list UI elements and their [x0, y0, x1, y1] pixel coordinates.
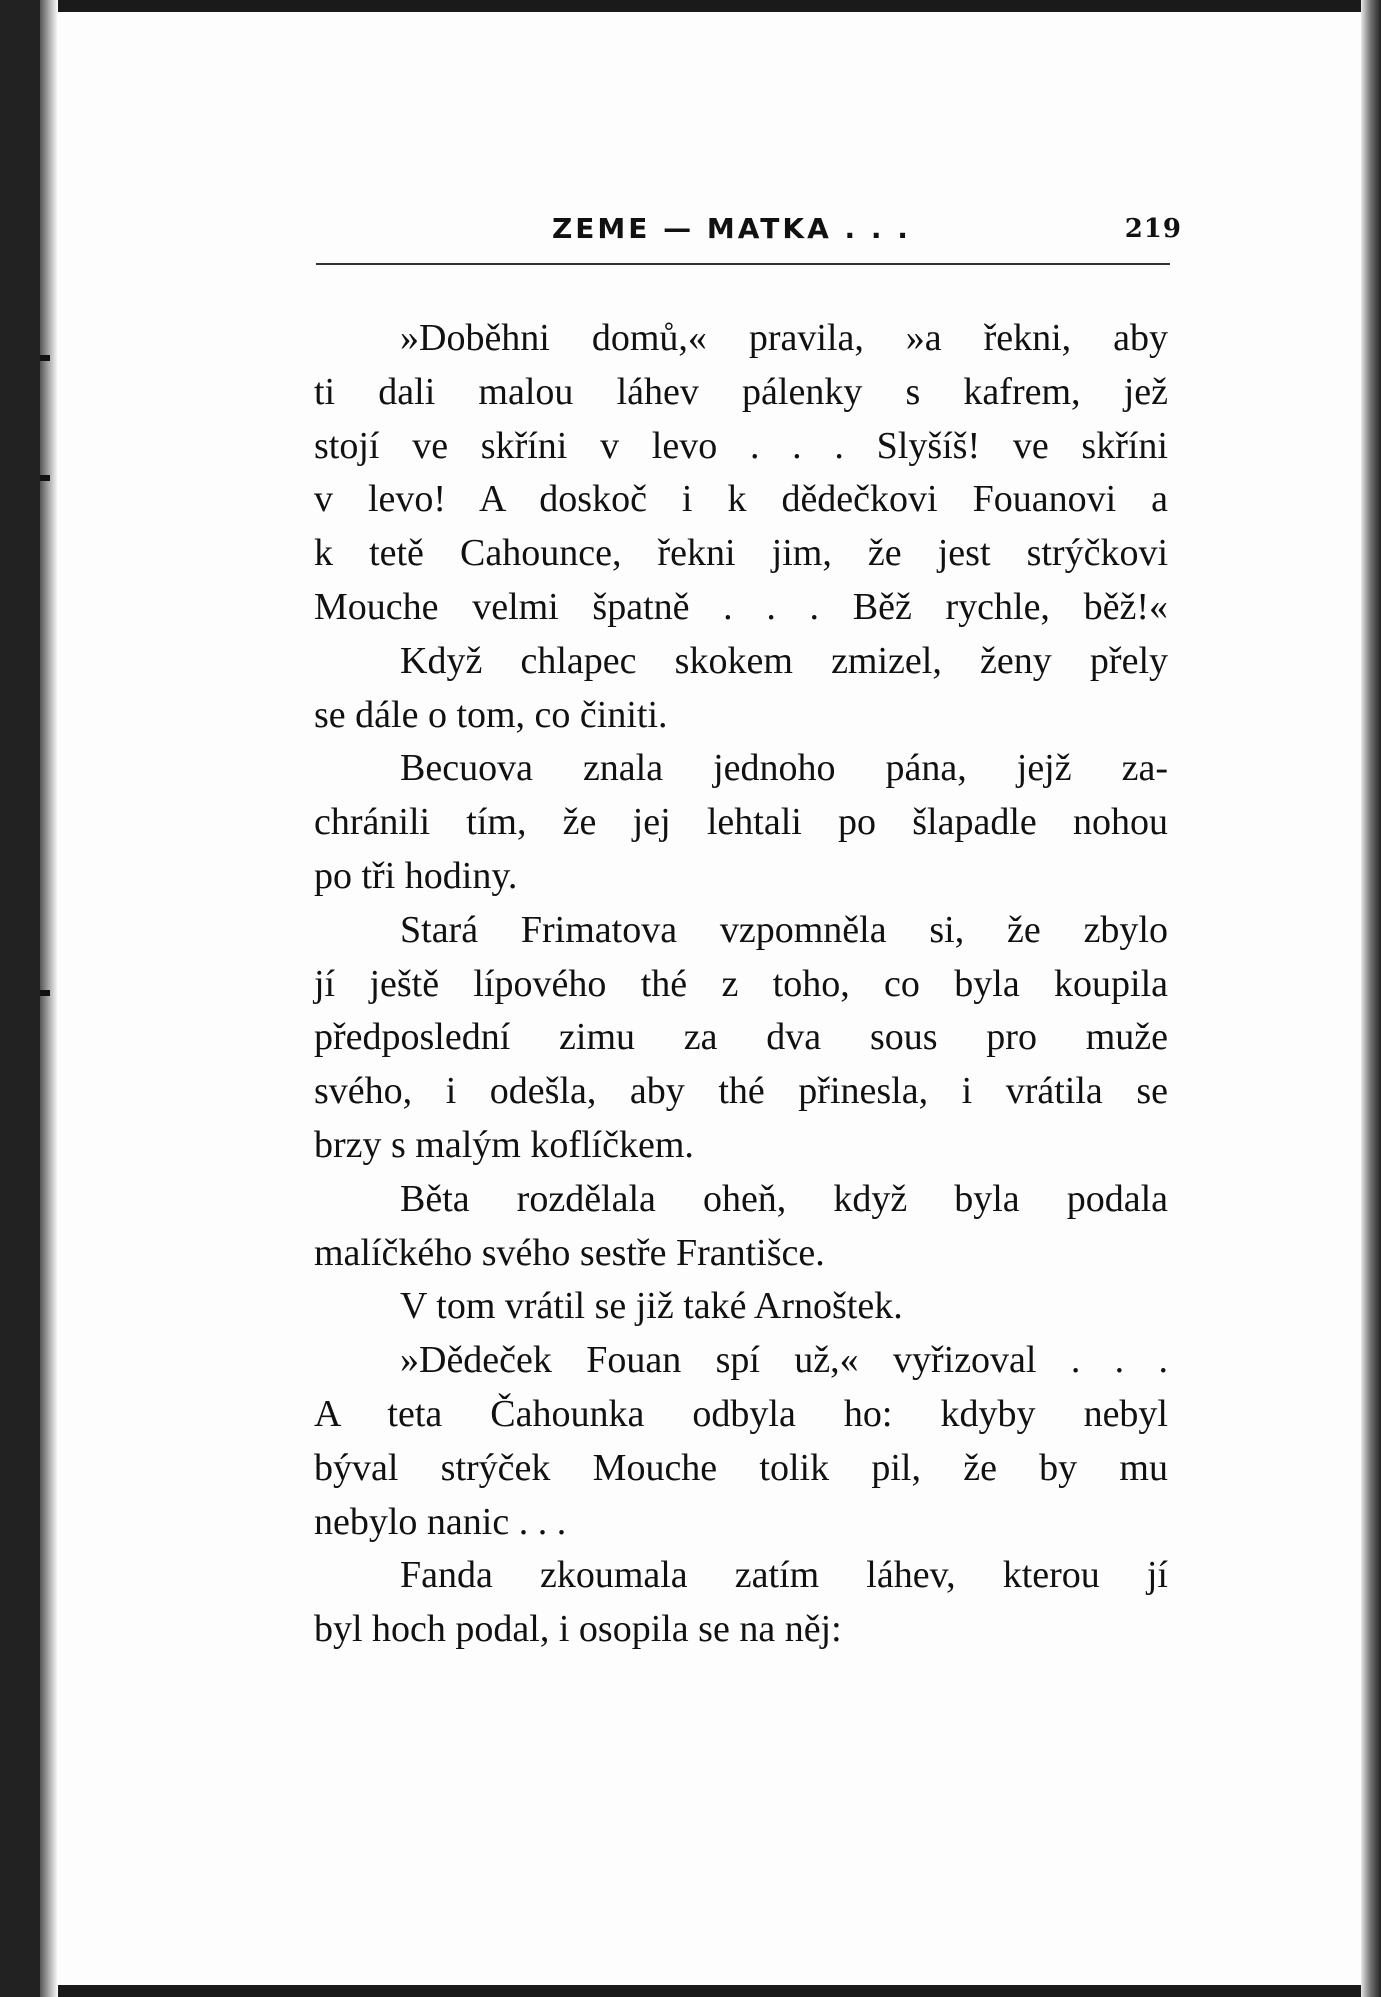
- running-head: [316, 206, 1186, 256]
- spine-mark: [40, 475, 50, 481]
- spine-mark: [40, 990, 50, 996]
- text-line: předposlední zimu za dva sous pro muže: [314, 1016, 1168, 1059]
- header-rule: [316, 263, 1170, 265]
- running-title: ZEME — MATKA . . .: [552, 212, 911, 245]
- text-line: jí ještě lípového thé z toho, co byla koupila: [314, 962, 1168, 1005]
- text-line: »Dědeček Fouan spí už,« vyřizoval . . .: [400, 1339, 1168, 1382]
- scan-border-left: [0, 0, 40, 1997]
- page-gutter-shadow: [40, 0, 58, 1997]
- text-line: k tetě Cahounce, řekni jim, že jest strýčkovi: [314, 532, 1168, 575]
- text-line: »Doběhni domů,« pravila, »a řekni, aby: [400, 317, 1168, 359]
- text-line: svého, i odešla, aby thé přinesla, i vrátila se: [314, 1070, 1168, 1113]
- text-line: Když chlapec skokem zmizel, ženy přely: [400, 639, 1168, 682]
- scan-border-bottom: [0, 1985, 1381, 1997]
- text-line: V tom vrátil se již také Arnoštek.: [400, 1285, 903, 1328]
- text-line: byl hoch podal, i osopila se na něj:: [314, 1608, 842, 1651]
- text-line: Becuova znala jednoho pána, jejž za-: [400, 747, 1168, 790]
- text-line: se dále o tom, co činiti.: [314, 693, 668, 736]
- text-line: po tři hodiny.: [314, 854, 518, 897]
- text-line: A teta Čahounka odbyla ho: kdyby nebyl: [314, 1392, 1168, 1435]
- text-line: nebylo nanic . . .: [314, 1500, 567, 1543]
- scan-border-top: [0, 0, 1381, 12]
- text-line: malíčkého svého sestře Františce.: [314, 1231, 825, 1274]
- page-number: 219: [1124, 214, 1182, 244]
- text-line: Mouche velmi špatně . . . Běž rychle, běž!«: [314, 585, 1168, 628]
- text-line: v levo! A doskoč i k dědečkovi Fouanovi a: [314, 478, 1168, 521]
- text-line: brzy s malým koflíčkem.: [314, 1123, 694, 1166]
- text-line: chránili tím, že jej lehtali po šlapadle nohou: [314, 801, 1168, 844]
- text-line: býval strýček Mouche tolik pil, že by mu: [314, 1446, 1168, 1489]
- text-line: ti dali malou láhev pálenky s kafrem, jež: [314, 370, 1168, 413]
- text-line: stojí ve skříni v levo . . . Slyšíš! ve skříni: [314, 424, 1168, 467]
- body-text: [314, 312, 1168, 1657]
- text-line: Stará Frimatova vzpomněla si, že zbylo: [400, 908, 1168, 951]
- spine-mark: [40, 355, 50, 361]
- text-line: Fanda zkoumala zatím láhev, kterou jí: [400, 1554, 1168, 1597]
- text-line: Běta rozdělala oheň, když byla podala: [400, 1177, 1168, 1220]
- scan-border-right: [1361, 0, 1381, 1997]
